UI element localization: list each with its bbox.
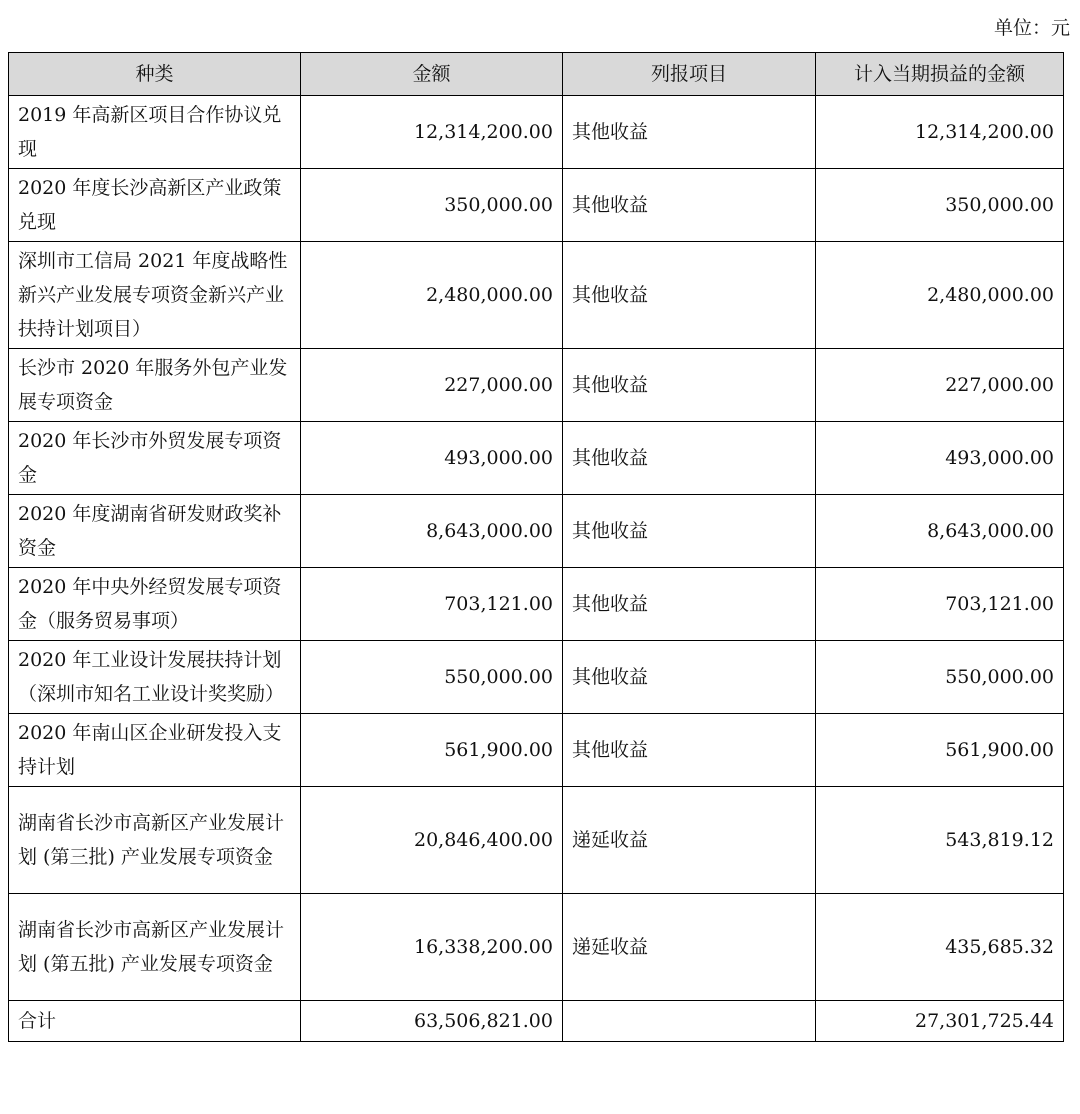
row-category: 2020 年工业设计发展扶持计划（深圳市知名工业设计奖奖励） <box>9 641 301 714</box>
total-report-item <box>563 1001 816 1042</box>
unit-label: 单位：元 <box>993 17 1070 39</box>
total-current-amount: 27,301,725.44 <box>816 1001 1064 1042</box>
row-amount: 12,314,200.00 <box>301 96 563 169</box>
header-amount: 金额 <box>301 53 563 96</box>
row-current-amount: 12,314,200.00 <box>816 96 1064 169</box>
total-label: 合计 <box>9 1001 301 1042</box>
row-amount: 227,000.00 <box>301 349 563 422</box>
row-amount: 8,643,000.00 <box>301 495 563 568</box>
row-current-amount: 550,000.00 <box>816 641 1064 714</box>
table-row <box>9 169 1064 242</box>
row-current-amount: 2,480,000.00 <box>816 242 1064 349</box>
row-amount: 493,000.00 <box>301 422 563 495</box>
row-current-amount: 227,000.00 <box>816 349 1064 422</box>
table-total-row <box>9 1001 1064 1042</box>
row-category: 湖南省长沙市高新区产业发展计划 (第五批) 产业发展专项资金 <box>9 894 301 1001</box>
table-row <box>9 568 1064 641</box>
row-current-amount: 703,121.00 <box>816 568 1064 641</box>
row-report-item: 其他收益 <box>563 568 816 641</box>
row-report-item: 其他收益 <box>563 422 816 495</box>
table-row <box>9 787 1064 894</box>
header-report-item: 列报项目 <box>563 53 816 96</box>
header-category: 种类 <box>9 53 301 96</box>
row-category: 2019 年高新区项目合作协议兑现 <box>9 96 301 169</box>
row-category: 2020 年南山区企业研发投入支持计划 <box>9 714 301 787</box>
table-row <box>9 96 1064 169</box>
government-grants-table <box>8 52 1064 1042</box>
row-amount: 350,000.00 <box>301 169 563 242</box>
table-row <box>9 894 1064 1001</box>
row-category: 2020 年长沙市外贸发展专项资金 <box>9 422 301 495</box>
row-report-item: 其他收益 <box>563 641 816 714</box>
row-current-amount: 561,900.00 <box>816 714 1064 787</box>
row-current-amount: 8,643,000.00 <box>816 495 1064 568</box>
row-category: 深圳市工信局 2021 年度战略性新兴产业发展专项资金新兴产业扶持计划项目） <box>9 242 301 349</box>
table-row <box>9 422 1064 495</box>
row-report-item: 其他收益 <box>563 96 816 169</box>
table-row <box>9 641 1064 714</box>
row-amount: 561,900.00 <box>301 714 563 787</box>
table-row <box>9 495 1064 568</box>
row-report-item: 递延收益 <box>563 787 816 894</box>
row-category: 长沙市 2020 年服务外包产业发展专项资金 <box>9 349 301 422</box>
row-category: 2020 年中央外经贸发展专项资金（服务贸易事项） <box>9 568 301 641</box>
table-row <box>9 714 1064 787</box>
row-current-amount: 350,000.00 <box>816 169 1064 242</box>
row-report-item: 递延收益 <box>563 894 816 1001</box>
row-category: 2020 年度湖南省研发财政奖补资金 <box>9 495 301 568</box>
row-amount: 703,121.00 <box>301 568 563 641</box>
row-amount: 20,846,400.00 <box>301 787 563 894</box>
row-amount: 16,338,200.00 <box>301 894 563 1001</box>
row-category: 2020 年度长沙高新区产业政策兑现 <box>9 169 301 242</box>
table-row <box>9 242 1064 349</box>
row-amount: 2,480,000.00 <box>301 242 563 349</box>
row-category: 湖南省长沙市高新区产业发展计划 (第三批) 产业发展专项资金 <box>9 787 301 894</box>
row-current-amount: 435,685.32 <box>816 894 1064 1001</box>
row-report-item: 其他收益 <box>563 495 816 568</box>
row-report-item: 其他收益 <box>563 349 816 422</box>
total-amount: 63,506,821.00 <box>301 1001 563 1042</box>
row-amount: 550,000.00 <box>301 641 563 714</box>
row-current-amount: 493,000.00 <box>816 422 1064 495</box>
table-header-row <box>9 53 1064 96</box>
row-report-item: 其他收益 <box>563 242 816 349</box>
table-row <box>9 349 1064 422</box>
row-report-item: 其他收益 <box>563 169 816 242</box>
header-current-period-amount: 计入当期损益的金额 <box>816 53 1064 96</box>
row-report-item: 其他收益 <box>563 714 816 787</box>
row-current-amount: 543,819.12 <box>816 787 1064 894</box>
